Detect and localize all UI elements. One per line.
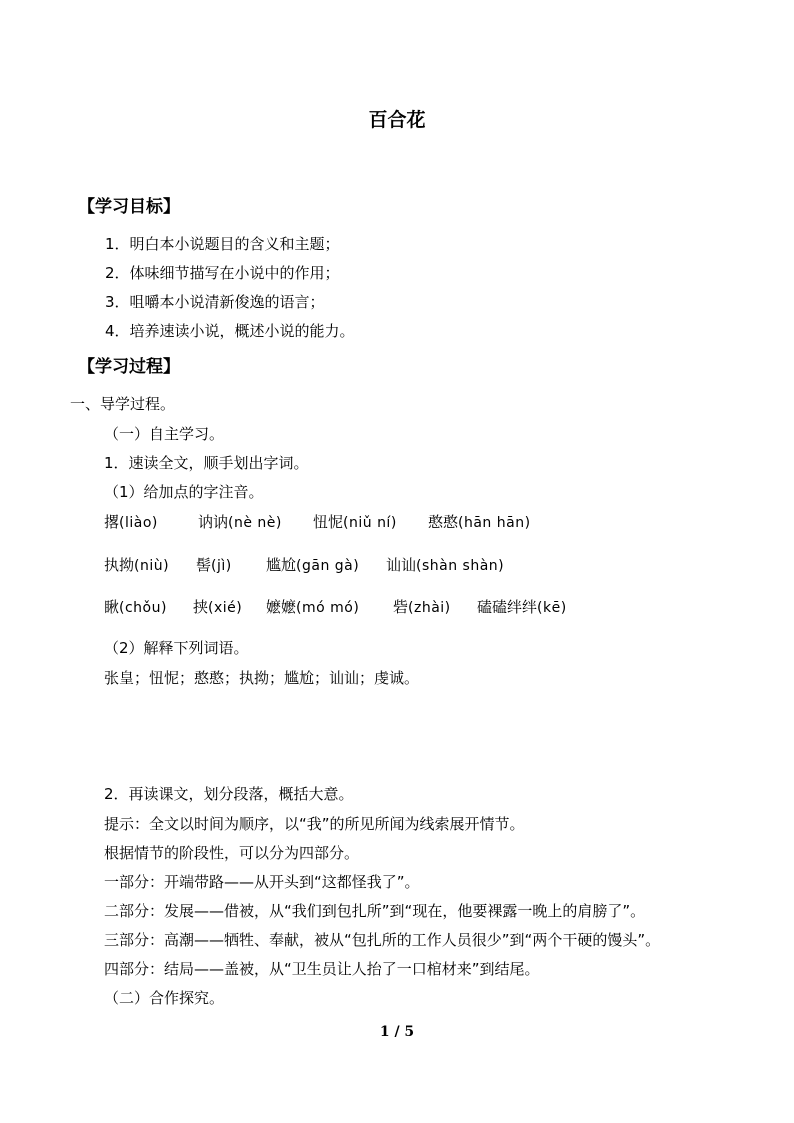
goal-item: 2．体味细节描写在小说中的作用； [105, 264, 340, 282]
part-line: 四部分：结局——盖被，从“卫生员让人抬了一口棺材来”到结尾。 [104, 960, 540, 978]
part-line: 二部分：发展——借被，从“我们到包扎所”到“现在，他要裸露一晚上的肩膀了”。 [104, 902, 646, 920]
goal-item: 1．明白本小说题目的含义和主题； [105, 235, 340, 253]
vocab-row [104, 511, 531, 532]
vocab-row [104, 596, 567, 617]
vocab-item: 瞅(chǒu) [104, 598, 167, 616]
vocab-item: 执拗(niù) [104, 556, 170, 574]
task-line: （2）解释下列词语。 [104, 639, 249, 657]
vocab-item: 砦(zhài) [393, 598, 451, 616]
task-line: 2．再读课文，划分段落，概括大意。 [104, 785, 354, 803]
vocab-item: 髻(jì) [196, 556, 232, 574]
goal-item: 3．咀嚼本小说清新俊逸的语言； [105, 293, 325, 311]
vocab-item: 憨憨(hān hān) [428, 513, 531, 531]
task-line: 1．速读全文，顺手划出字词。 [104, 454, 309, 472]
vocab-item: 讪讪(shàn shàn) [386, 556, 505, 574]
sub-heading: （二）合作探究。 [104, 989, 225, 1007]
vocab-item: 忸怩(niǔ ní) [313, 513, 397, 531]
part-heading: 一、导学过程。 [70, 395, 176, 413]
part-line: 三部分：高潮——牺牲、奉献，被从“包扎所的工作人员很少”到“两个干硬的馒头”。 [104, 931, 661, 949]
page-title: 百合花 [368, 109, 426, 131]
task-line: （1）给加点的字注音。 [104, 483, 264, 501]
vocab-item: 挟(xié) [193, 598, 243, 616]
page-number: 1 / 5 [379, 1024, 415, 1040]
section-heading-process: 【学习过程】 [78, 357, 180, 377]
section-heading-goals: 【学习目标】 [78, 197, 180, 217]
vocab-item: 嬷嬷(mó mó) [266, 598, 360, 616]
hint-line: 提示：全文以时间为顺序，以“我”的所见所闻为线索展开情节。 [104, 815, 525, 833]
hint-line: 根据情节的阶段性，可以分为四部分。 [104, 844, 360, 862]
vocab-row [104, 554, 504, 575]
part-line: 一部分：开端带路——从开头到“这都怪我了”。 [104, 873, 420, 891]
vocab-item: 讷讷(nè nè) [198, 513, 282, 531]
vocab-item: 尴尬(gān gà) [266, 556, 360, 574]
sub-heading: （一）自主学习。 [104, 425, 225, 443]
word-list: 张皇；忸怩；憨憨；执拗；尴尬；讪讪；虔诚。 [104, 669, 420, 687]
vocab-item: 撂(liào) [104, 513, 158, 531]
vocab-item: 磕磕绊绊(kē) [477, 598, 567, 616]
goal-item: 4．培养速读小说，概述小说的能力。 [105, 322, 355, 340]
